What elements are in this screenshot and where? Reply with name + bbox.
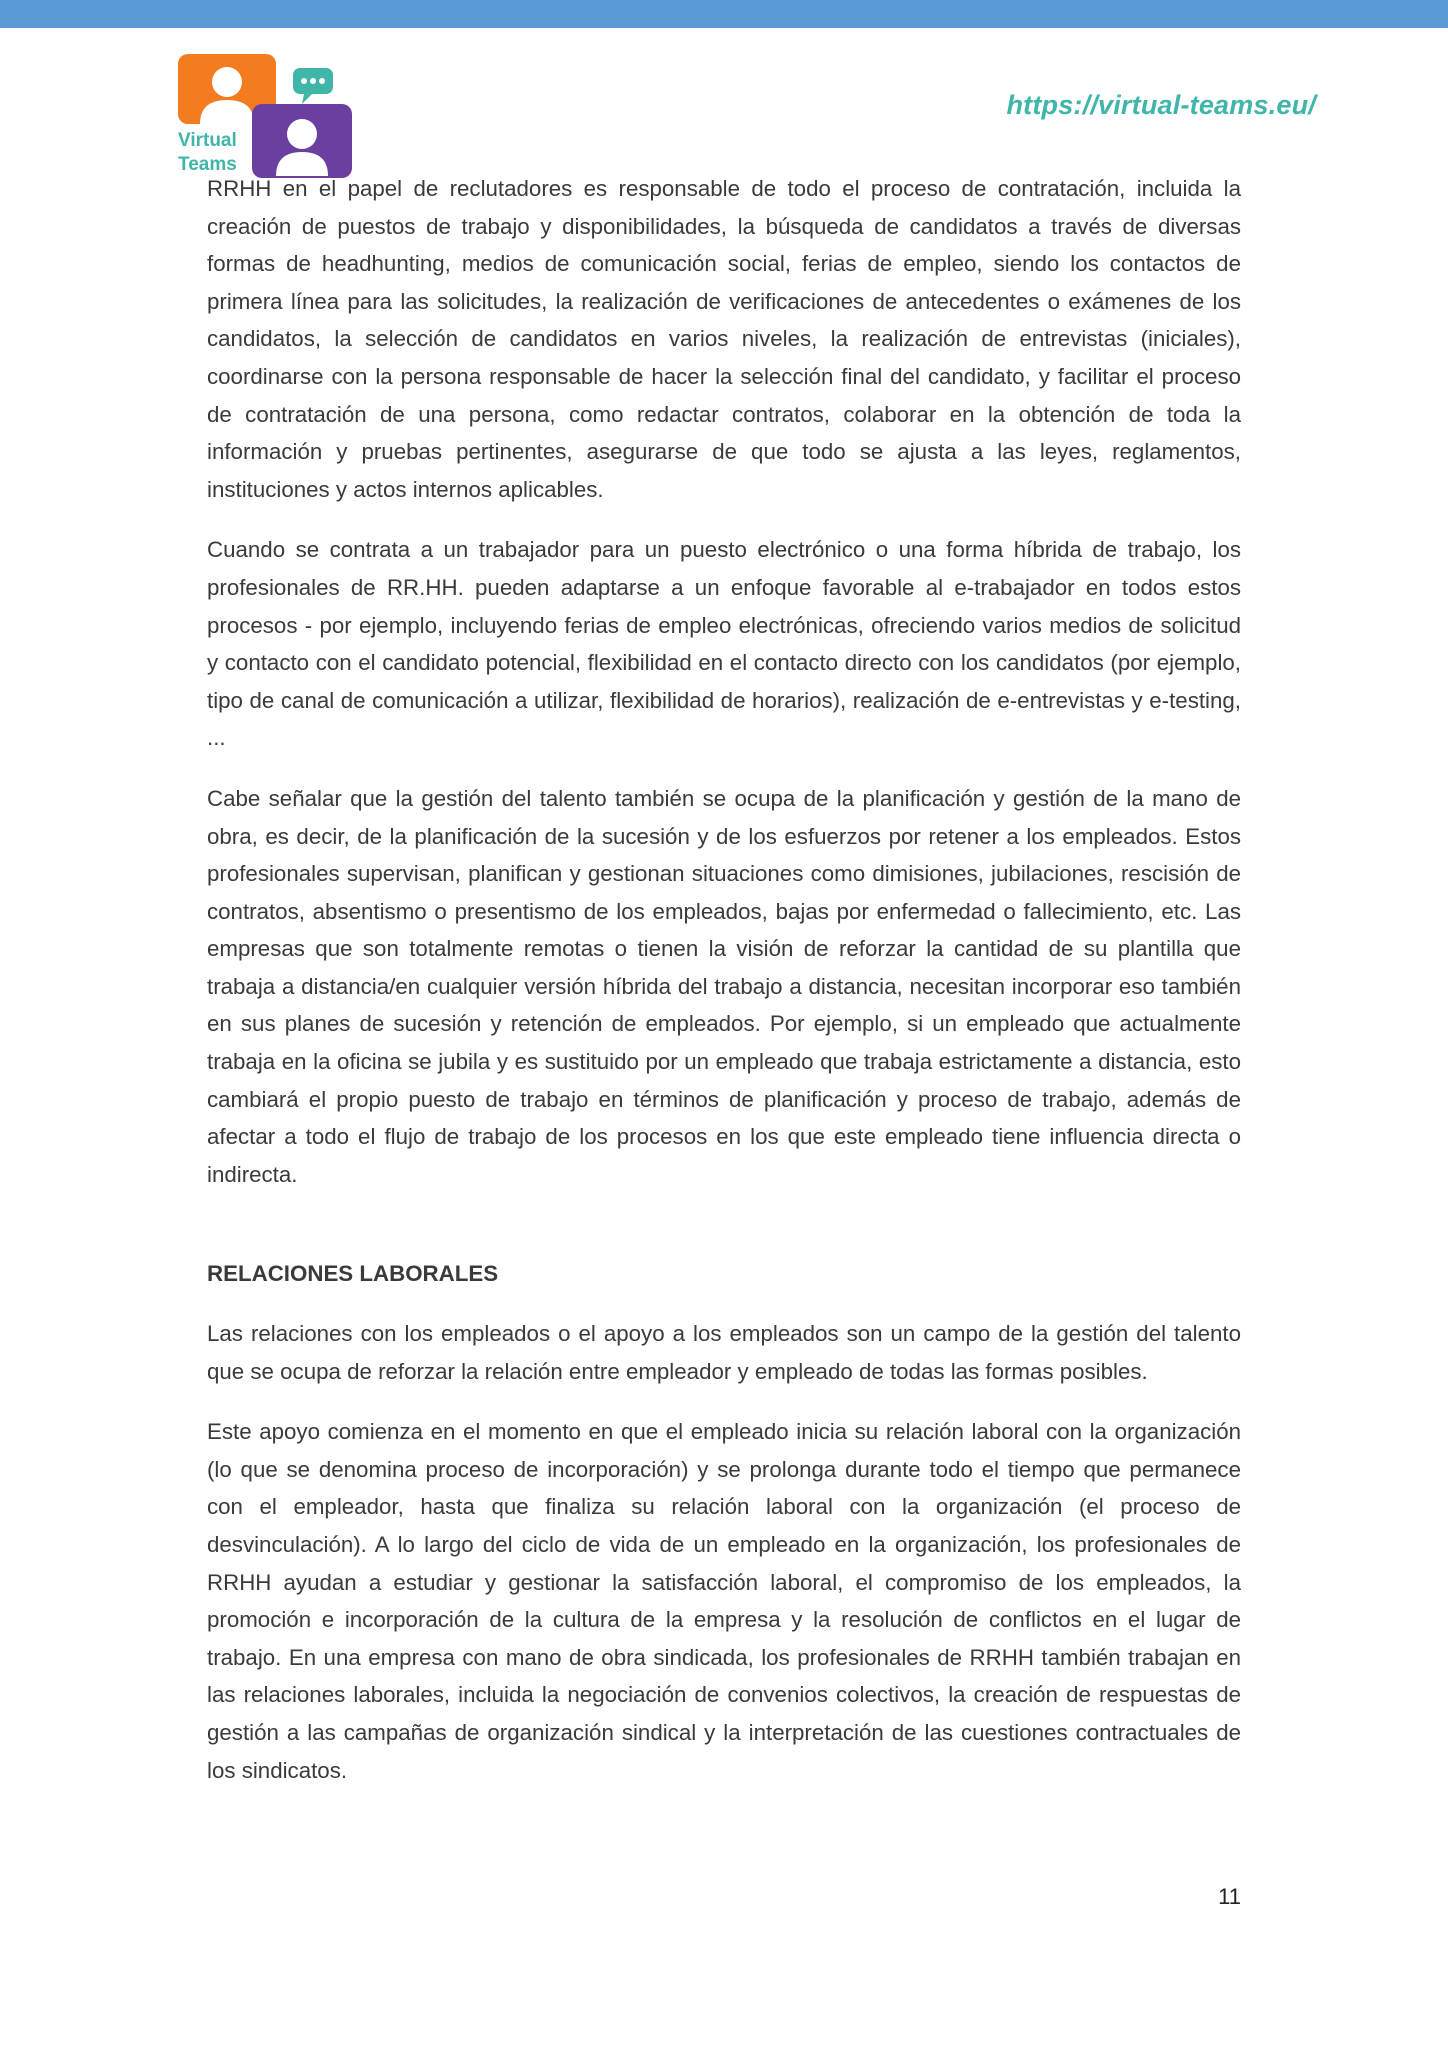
paragraph-employee-lifecycle: Este apoyo comienza en el momento en que el empleado inicia su relación laboral con la organización (lo que se denomina proceso de incorporación) y se prolonga durante todo el tiempo que permanece con el empleador, hasta que finaliza su relación laboral con la organización (el proceso de desvinculación). A lo largo del ciclo de vida de un empleado en la organización, los profesionales de RRHH ayudan a estudiar y gestionar la satisfacción laboral, el compromiso de los empleados, la promoción e incorporación de la cultura de la empresa y la resolución de conflictos en el lugar de trabajo. En una empresa con mano de obra sindicada, los profesionales de RRHH también trabajan en las relaciones laborales, incluida la negociación de convenios colectivos, la creación de respuestas de gestión a las campañas de organización sindical y la interpretación de las cuestiones contractuales de los sindicatos. [207,1419,1241,1783]
document-body [207,170,1241,1812]
section-heading-relaciones-laborales: RELACIONES LABORALES [207,1261,499,1287]
virtual-teams-logo [176,54,356,178]
paragraph-employee-relations: Las relaciones con los empleados o el apoyo a los empleados son un campo de la gestión del talento que se ocupa de reforzar la relación entre empleador y empleado de todas las formas posibles. [207,1321,1241,1384]
paragraph-e-worker: Cuando se contrata a un trabajador para un puesto electrónico o una forma híbrida de trabajo, los profesionales de RR.HH. pueden adaptarse a un enfoque favorable al e-trabajador en todos estos procesos - por ejemplo, incluyendo ferias de empleo electrónicas, ofreciendo varios medios de solicitud y contacto con el candidato potencial, flexibilidad en el contacto directo con los candidatos (por ejemplo, tipo de canal de comunicación a utilizar, flexibilidad de horarios), realización de e-entrevistas y e-testing, ... [207,537,1241,751]
paragraph-recruiters: RRHH en el papel de reclutadores es responsable de todo el proceso de contratación, incluida la creación de puestos de trabajo y disponibilidades, la búsqueda de candidatos a través de diversas formas de headhunting, medios de comunicación social, ferias de empleo, siendo los contactos de primera línea para las solicitudes, la realización de verificaciones de antecedentes o exámenes de los candidatos, la selección de candidatos en varios niveles, la realización de entrevistas (iniciales), coordinarse con la persona responsable de hacer la selección final del candidato, y facilitar el proceso de contratación de una persona, como redactar contratos, colaborar en la obtención de toda la información y pruebas pertinentes, asegurarse de que todo se ajusta a las leyes, reglamentos, instituciones y actos internos aplicables. [207,176,1241,502]
page-number: 11 [1218,1884,1241,1909]
site-url-link[interactable]: https://virtual-teams.eu/ [1006,90,1316,120]
top-accent-bar [0,0,1448,28]
logo-text-line1: Virtual [178,130,237,151]
paragraph-succession: Cabe señalar que la gestión del talento también se ocupa de la planificación y gestión de la mano de obra, es decir, de la planificación de la sucesión y de los esfuerzos por retener a los empleados. Estos profesionales supervisan, planifican y gestionan situaciones como dimisiones, jubilaciones, rescisión de contratos, absentismo o presentismo de los empleados, bajas por enfermedad o fallecimiento, etc. Las empresas que son totalmente remotas o tienen la visión de reforzar la cantidad de su plantilla que trabaja a distancia/en cualquier versión híbrida del trabajo a distancia, necesitan incorporar eso también en sus planes de sucesión y retención de empleados. Por ejemplo, si un empleado que actualmente trabaja en la oficina se jubila y es sustituido por un empleado que trabaja estrictamente a distancia, esto cambiará el propio puesto de trabajo en términos de planificación y proceso de trabajo, además de afectar a todo el flujo de trabajo de los procesos en los que este empleado tiene influencia directa o indirecta. [207,785,1241,1187]
logo-text-line2: Teams [178,154,237,175]
